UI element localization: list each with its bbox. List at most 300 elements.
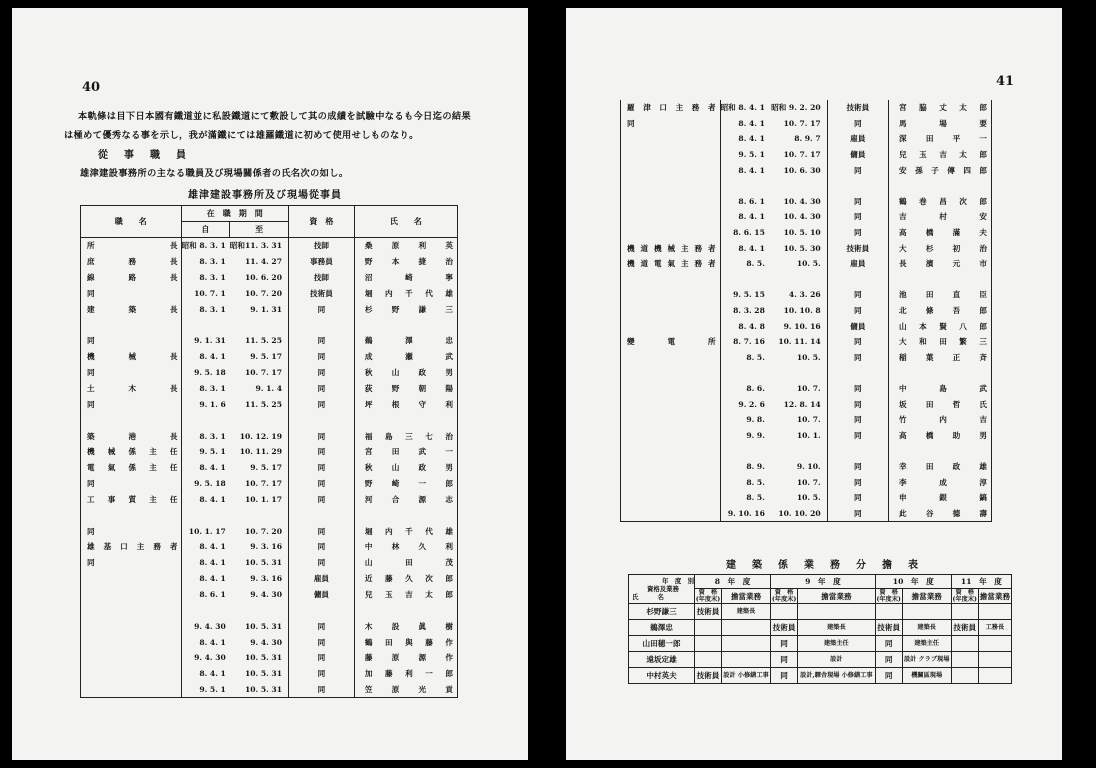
tenure-from-cell xyxy=(720,178,769,194)
qualification-cell xyxy=(288,602,354,618)
duty-subheader: 擔當業務 xyxy=(902,589,951,604)
name-cell: 深田平一 xyxy=(899,134,987,144)
duty-body xyxy=(629,604,1012,684)
qualification-cell: 事務員 xyxy=(288,254,354,270)
tenure-to-cell: 10. 5. xyxy=(769,256,827,272)
post-cell: 建築長 xyxy=(81,301,182,317)
tenure-from-cell: 8. 4. 1 xyxy=(199,463,226,473)
tenure-from-cell: 9. 5. 18 xyxy=(194,368,226,378)
qualification-cell: 同 xyxy=(827,396,888,412)
table-row xyxy=(621,381,992,397)
name-cell: 兒玉吉太郎 xyxy=(364,589,453,599)
post-cell: 電氣係主任 xyxy=(81,460,182,476)
year-9-qualification-cell: 技術員 xyxy=(771,620,798,636)
qualification-cell: 同 xyxy=(827,474,888,490)
year-8-header: 8 年 度 xyxy=(695,575,771,589)
right-page xyxy=(566,8,1062,760)
table-row xyxy=(621,427,992,443)
table-row xyxy=(621,287,992,303)
table-row xyxy=(629,620,1012,636)
tenure-from-cell: 8. 6. 1 xyxy=(199,589,226,599)
post-cell: 同 xyxy=(81,333,182,349)
tenure-to-cell: 10. 5. 10 xyxy=(769,225,827,241)
tenure-from-cell: 8. 4. 1 xyxy=(738,243,765,253)
qualification-cell: 傭員 xyxy=(288,587,354,603)
qualification-cell: 同 xyxy=(288,666,354,682)
tenure-to-cell: 10. 5. 31 xyxy=(230,650,289,666)
year-10-qualification-cell xyxy=(875,604,902,620)
intro-line: 雄津建設事務所の主なる職員及び現場關係者の氏名次の如し。 xyxy=(80,168,349,179)
qualification-cell xyxy=(288,507,354,523)
table-row xyxy=(621,225,992,241)
tenure-from-cell xyxy=(181,602,230,618)
table-row xyxy=(81,286,458,302)
table-row xyxy=(81,238,458,254)
year-10-qualification-cell: 技術員 xyxy=(875,620,902,636)
post-cell xyxy=(621,209,721,225)
name-cell xyxy=(889,443,992,459)
table-row xyxy=(629,636,1012,652)
year-10-duty-cell: 機關區現場 xyxy=(902,668,951,684)
post-cell: 機械係主任 xyxy=(81,444,182,460)
post-cell xyxy=(81,507,182,523)
post-cell xyxy=(621,194,721,210)
tenure-to-cell: 8. 9. 7 xyxy=(769,131,827,147)
name-cell: 沼崎寧 xyxy=(364,273,453,283)
tenure-to-cell: 10. 11. 29 xyxy=(230,444,289,460)
year-8-qualification-cell xyxy=(695,652,722,668)
post-cell xyxy=(621,443,721,459)
header-post: 職 名 xyxy=(81,206,182,238)
post-cell xyxy=(621,178,721,194)
table-row xyxy=(621,147,992,163)
roster-table-title: 雄津建設事務所及び現場從事員 xyxy=(188,190,342,201)
post-cell xyxy=(621,474,721,490)
tenure-from-cell: 8. 4. 8 xyxy=(738,321,765,331)
year-11-duty-cell: 工務長 xyxy=(978,620,1011,636)
name-cell: 福島三七治 xyxy=(364,431,453,441)
qualification-cell: 同 xyxy=(288,618,354,634)
tenure-to-cell: 10. 10. 8 xyxy=(769,303,827,319)
qualification-cell: 同 xyxy=(827,427,888,443)
tenure-to-cell: 10. 1. xyxy=(769,427,827,443)
table-row xyxy=(81,381,458,397)
year-9-duty-cell xyxy=(798,604,876,620)
name-cell: 稲葉正斉 xyxy=(899,352,987,362)
table-row xyxy=(81,365,458,381)
qualification-cell: 技師 xyxy=(288,270,354,286)
qualification-cell: 同 xyxy=(288,539,354,555)
name-cell: 吉村安 xyxy=(899,212,987,222)
qualification-subheader: 資 格 (年度末) xyxy=(695,589,721,603)
year-9-header: 9 年 度 xyxy=(771,575,876,589)
table-row xyxy=(621,303,992,319)
tenure-to-cell: 11. 4. 27 xyxy=(230,254,289,270)
post-cell xyxy=(81,602,182,618)
name-cell xyxy=(354,317,457,333)
table-row xyxy=(81,555,458,571)
table-row xyxy=(81,476,458,492)
table-row xyxy=(621,116,992,132)
qualification-cell: 同 xyxy=(827,459,888,475)
tenure-to-cell: 10. 7. 17 xyxy=(769,147,827,163)
post-cell: 線路長 xyxy=(81,270,182,286)
qualification-cell: 同 xyxy=(827,209,888,225)
name-cell: 鵜澤忠 xyxy=(364,336,453,346)
year-8-qualification-cell xyxy=(695,620,722,636)
post-cell xyxy=(621,225,721,241)
tenure-from-cell: 9. 8. xyxy=(746,415,765,425)
year-10-duty-cell: 設計 クラブ現場 xyxy=(902,652,951,668)
table-row xyxy=(621,490,992,506)
tenure-to-cell: 10. 5. xyxy=(769,490,827,506)
table-row xyxy=(621,162,992,178)
table-row xyxy=(621,178,992,194)
year-10-duty-cell xyxy=(902,604,951,620)
tenure-to-cell: 4. 3. 26 xyxy=(769,287,827,303)
qualification-subheader: 資 格 (年度末) xyxy=(771,589,797,603)
post-cell xyxy=(621,365,721,381)
tenure-to-cell xyxy=(230,507,289,523)
name-cell: 中林久利 xyxy=(364,542,453,552)
name-cell: 申銀鎬 xyxy=(899,493,987,503)
tenure-from-cell: 9. 2. 6 xyxy=(738,399,765,409)
section-heading: 從 事 職 員 xyxy=(98,150,189,161)
qualification-cell xyxy=(288,412,354,428)
person-name-cell: 山田穂一郎 xyxy=(629,636,695,652)
post-cell xyxy=(81,317,182,333)
qualification-cell: 同 xyxy=(288,428,354,444)
name-cell: 大杉初治 xyxy=(899,243,987,253)
name-cell: 竹内吉 xyxy=(899,415,987,425)
tenure-from-cell: 10. 7. 1 xyxy=(194,288,226,298)
tenure-from-cell xyxy=(720,443,769,459)
tenure-from-cell: 9. 5. 15 xyxy=(733,290,765,300)
qualification-cell: 傭員 xyxy=(827,318,888,334)
tenure-to-cell xyxy=(230,602,289,618)
tenure-from-cell: 8. 6. xyxy=(746,383,765,393)
post-cell xyxy=(621,318,721,334)
name-cell: 加藤利一郎 xyxy=(364,669,453,679)
table-row xyxy=(81,254,458,270)
year-9-duty-cell: 建築長 xyxy=(798,620,876,636)
qualification-cell: 同 xyxy=(288,365,354,381)
name-cell: 山田茂 xyxy=(364,558,453,568)
qualification-subheader: 資 格 (年度末) xyxy=(952,589,977,603)
qualification-cell: 同 xyxy=(827,412,888,428)
tenure-to-cell: 9. 4. 30 xyxy=(230,634,289,650)
table-row xyxy=(629,668,1012,684)
qualification-cell: 傭員 xyxy=(827,147,888,163)
year-10-duty-cell: 建築主任 xyxy=(902,636,951,652)
header-tenure: 在 職 期 間 xyxy=(181,206,288,222)
post-cell: 同 xyxy=(81,476,182,492)
tenure-to-cell: 11. 5. 25 xyxy=(230,333,289,349)
tenure-from-cell: 9. 10. 16 xyxy=(727,508,765,518)
year-9-qualification-cell: 同 xyxy=(771,668,798,684)
name-cell: 堀内千代雄 xyxy=(364,526,453,536)
name-cell: 野本捷治 xyxy=(364,257,453,267)
year-11-qualification-cell xyxy=(951,652,978,668)
post-cell: 工事質主任 xyxy=(81,492,182,508)
table-row xyxy=(621,131,992,147)
qualification-cell: 同 xyxy=(827,287,888,303)
tenure-from-cell: 8. 5. xyxy=(746,493,765,503)
post-cell: 同 xyxy=(621,116,721,132)
post-cell xyxy=(621,412,721,428)
header-from: 自 xyxy=(181,222,230,238)
tenure-from-cell xyxy=(181,317,230,333)
tenure-from-cell: 8. 4. 1 xyxy=(199,669,226,679)
name-cell: 木設眞樹 xyxy=(364,621,453,631)
table-row xyxy=(81,602,458,618)
qualification-cell: 同 xyxy=(827,334,888,350)
year-8-duty-cell xyxy=(721,636,770,652)
tenure-from-cell: 8. 7. 16 xyxy=(733,337,765,347)
qualification-cell: 雇員 xyxy=(288,571,354,587)
tenure-to-cell: 10. 6. 20 xyxy=(230,270,289,286)
post-cell xyxy=(621,490,721,506)
year-8-duty-cell xyxy=(721,652,770,668)
post-cell: 羅津口主務者 xyxy=(621,100,721,116)
post-cell xyxy=(621,147,721,163)
qualification-cell: 同 xyxy=(827,116,888,132)
post-cell xyxy=(621,131,721,147)
tenure-to-cell: 10. 7. 17 xyxy=(230,476,289,492)
qualification-cell: 同 xyxy=(288,492,354,508)
year-11-duty-cell xyxy=(978,652,1011,668)
name-cell: 高橋滿夫 xyxy=(899,228,987,238)
tenure-from-cell: 8. 3. 1 xyxy=(199,384,226,394)
post-cell xyxy=(81,412,182,428)
qualification-cell: 同 xyxy=(288,634,354,650)
duty-table-title: 建 築 係 業 務 分 擔 表 xyxy=(726,560,921,571)
tenure-to-cell: 10. 7. xyxy=(769,381,827,397)
table-row xyxy=(621,365,992,381)
name-cell: 秋山政男 xyxy=(364,368,453,378)
table-row xyxy=(81,333,458,349)
left-page xyxy=(12,8,528,760)
tenure-from-cell: 8. 4. 1 xyxy=(738,212,765,222)
name-cell: 兒玉吉太郎 xyxy=(899,150,987,160)
year-11-duty-cell xyxy=(978,636,1011,652)
tenure-to-cell: 9. 10. xyxy=(769,459,827,475)
tenure-from-cell: 9. 9. xyxy=(746,430,765,440)
table-row xyxy=(621,443,992,459)
name-cell: 高橋助男 xyxy=(899,430,987,440)
tenure-to-cell: 10. 7. 20 xyxy=(230,523,289,539)
tenure-from-cell: 9. 5. 1 xyxy=(199,685,226,695)
person-name-cell: 中村英夫 xyxy=(629,668,695,684)
name-cell: 野崎一郎 xyxy=(364,479,453,489)
table-row xyxy=(621,209,992,225)
body-paragraph-line-1: 本軌條は目下日本國有鐵道並に私設鐵道にて敷設して其の成績を試驗中なるも今日迄の結果 xyxy=(78,111,472,122)
tenure-to-cell: 10. 11. 14 xyxy=(769,334,827,350)
roster-body-left xyxy=(81,238,458,698)
post-cell xyxy=(621,381,721,397)
tenure-from-cell: 8. 9. xyxy=(746,461,765,471)
year-8-duty-cell: 設計 小修繕工事 xyxy=(721,668,770,684)
post-cell: 庶務長 xyxy=(81,254,182,270)
post-cell xyxy=(81,682,182,698)
table-row xyxy=(621,350,992,366)
post-cell: 雄基口主務者 xyxy=(81,539,182,555)
page-number-right: 41 xyxy=(996,74,1015,89)
qualification-cell: 雇員 xyxy=(827,256,888,272)
tenure-to-cell: 10. 5. xyxy=(769,350,827,366)
name-cell: 成瀬武 xyxy=(364,352,453,362)
qualification-subheader: 資 格 (年度末) xyxy=(876,589,901,603)
qualification-cell: 同 xyxy=(288,444,354,460)
post-cell: 同 xyxy=(81,523,182,539)
qualification-cell xyxy=(288,317,354,333)
tenure-from-cell: 8. 3. 1 xyxy=(199,304,226,314)
qualification-cell: 同 xyxy=(827,194,888,210)
table-row xyxy=(621,100,992,116)
name-cell: 池田直臣 xyxy=(899,290,987,300)
name-cell: 坂田哲氏 xyxy=(899,399,987,409)
qualification-cell: 同 xyxy=(288,682,354,698)
table-row xyxy=(621,412,992,428)
post-cell xyxy=(621,350,721,366)
post-cell xyxy=(621,459,721,475)
table-row xyxy=(621,474,992,490)
page-number-left: 40 xyxy=(82,80,101,95)
tenure-from-cell: 8. 4. 1 xyxy=(199,637,226,647)
corner-year-label: 年 度 別 xyxy=(662,577,694,585)
qualification-cell: 同 xyxy=(288,396,354,412)
tenure-to-cell xyxy=(769,443,827,459)
name-cell xyxy=(354,412,457,428)
table-row xyxy=(81,270,458,286)
qualification-cell: 同 xyxy=(827,381,888,397)
tenure-from-cell: 8. 3. 1 xyxy=(199,431,226,441)
tenure-from-cell: 9. 5. 1 xyxy=(199,447,226,457)
post-cell: 同 xyxy=(81,365,182,381)
name-cell: 近藤久次郎 xyxy=(364,574,453,584)
tenure-from-cell: 9. 4. 30 xyxy=(194,621,226,631)
post-cell xyxy=(81,571,182,587)
post-cell: 機道機械主務者 xyxy=(621,240,721,256)
post-cell xyxy=(81,634,182,650)
tenure-from-cell: 8. 5. xyxy=(746,352,765,362)
table-row xyxy=(621,272,992,288)
post-cell xyxy=(81,618,182,634)
tenure-to-cell: 昭和 9. 2. 20 xyxy=(769,100,827,116)
tenure-to-cell: 10. 7. 17 xyxy=(769,116,827,132)
tenure-from-cell: 8. 4. 1 xyxy=(199,542,226,552)
year-9-duty-cell: 建築主任 xyxy=(798,636,876,652)
tenure-from-cell: 8. 4. 1 xyxy=(199,574,226,584)
tenure-from-cell xyxy=(720,365,769,381)
person-name-cell: 鵜澤忠 xyxy=(629,620,695,636)
post-cell: 所長 xyxy=(81,238,182,254)
tenure-to-cell: 11. 5. 25 xyxy=(230,396,289,412)
tenure-from-cell: 8. 5. xyxy=(746,259,765,269)
tenure-to-cell: 10. 7. xyxy=(769,474,827,490)
name-cell: 荻野朝陽 xyxy=(364,384,453,394)
tenure-to-cell: 10. 5. 31 xyxy=(230,555,289,571)
name-cell: 鶴巻昌次郎 xyxy=(899,196,987,206)
tenure-from-cell: 9. 5. 18 xyxy=(194,479,226,489)
name-cell: 安孫子傳四郎 xyxy=(899,165,987,175)
name-cell: 鶴田與藤作 xyxy=(364,637,453,647)
tenure-from-cell: 9. 1. 31 xyxy=(194,336,226,346)
year-10-qualification-cell: 同 xyxy=(875,668,902,684)
year-11-header: 11 年 度 xyxy=(951,575,1011,589)
post-cell xyxy=(621,303,721,319)
year-9-qualification-cell: 同 xyxy=(771,636,798,652)
header-to: 至 xyxy=(230,222,289,238)
table-row xyxy=(621,459,992,475)
qualification-cell: 同 xyxy=(288,349,354,365)
duty-subheader: 擔當業務 xyxy=(721,589,770,604)
year-10-qualification-cell: 同 xyxy=(875,652,902,668)
table-row xyxy=(81,492,458,508)
name-cell: 宮田武一 xyxy=(364,447,453,457)
qualification-cell xyxy=(827,443,888,459)
qualification-cell: 同 xyxy=(288,301,354,317)
tenure-from-cell: 8. 3. 1 xyxy=(199,257,226,267)
name-cell: 馬場要 xyxy=(899,118,987,128)
year-11-qualification-cell xyxy=(951,636,978,652)
qualification-cell: 同 xyxy=(827,225,888,241)
name-cell: 山本賢八郎 xyxy=(899,321,987,331)
table-row xyxy=(81,650,458,666)
qualification-cell: 技師 xyxy=(288,238,354,254)
corner-qual-label: 資格及業務 xyxy=(647,585,679,593)
year-8-duty-cell xyxy=(721,620,770,636)
year-10-header: 10 年 度 xyxy=(875,575,951,589)
name-cell xyxy=(889,272,992,288)
post-cell xyxy=(81,587,182,603)
table-row xyxy=(81,634,458,650)
qualification-cell: 同 xyxy=(288,333,354,349)
tenure-from-cell: 8. 4. 1 xyxy=(199,494,226,504)
tenure-to-cell: 10. 5. 31 xyxy=(230,618,289,634)
qualification-cell: 同 xyxy=(288,555,354,571)
qualification-cell: 同 xyxy=(827,490,888,506)
table-row xyxy=(81,666,458,682)
tenure-from-cell xyxy=(181,412,230,428)
tenure-to-cell xyxy=(769,365,827,381)
header-name: 氏 名 xyxy=(354,206,457,238)
name-cell: 中島武 xyxy=(899,383,987,393)
name-cell xyxy=(354,507,457,523)
table-row xyxy=(629,652,1012,668)
tenure-to-cell: 9. 1. 4 xyxy=(230,381,289,397)
tenure-to-cell xyxy=(230,412,289,428)
tenure-to-cell: 9. 1. 31 xyxy=(230,301,289,317)
year-11-qualification-cell: 技術員 xyxy=(951,620,978,636)
tenure-from-cell xyxy=(720,272,769,288)
tenure-to-cell: 10. 7. 17 xyxy=(230,365,289,381)
name-cell: 北條吾郎 xyxy=(899,306,987,316)
qualification-cell: 技術員 xyxy=(827,240,888,256)
name-cell: 長濱元市 xyxy=(899,259,987,269)
tenure-from-cell: 8. 4. 1 xyxy=(199,352,226,362)
post-cell: 變電所 xyxy=(621,334,721,350)
name-cell xyxy=(889,365,992,381)
name-cell: 河合源志 xyxy=(364,494,453,504)
name-cell: 秋山政男 xyxy=(364,463,453,473)
year-8-qualification-cell: 技術員 xyxy=(695,604,722,620)
tenure-to-cell: 9. 5. 17 xyxy=(230,460,289,476)
post-cell: 築港長 xyxy=(81,428,182,444)
name-cell: 坪根守利 xyxy=(364,399,453,409)
qualification-cell: 同 xyxy=(827,162,888,178)
table-row xyxy=(621,334,992,350)
